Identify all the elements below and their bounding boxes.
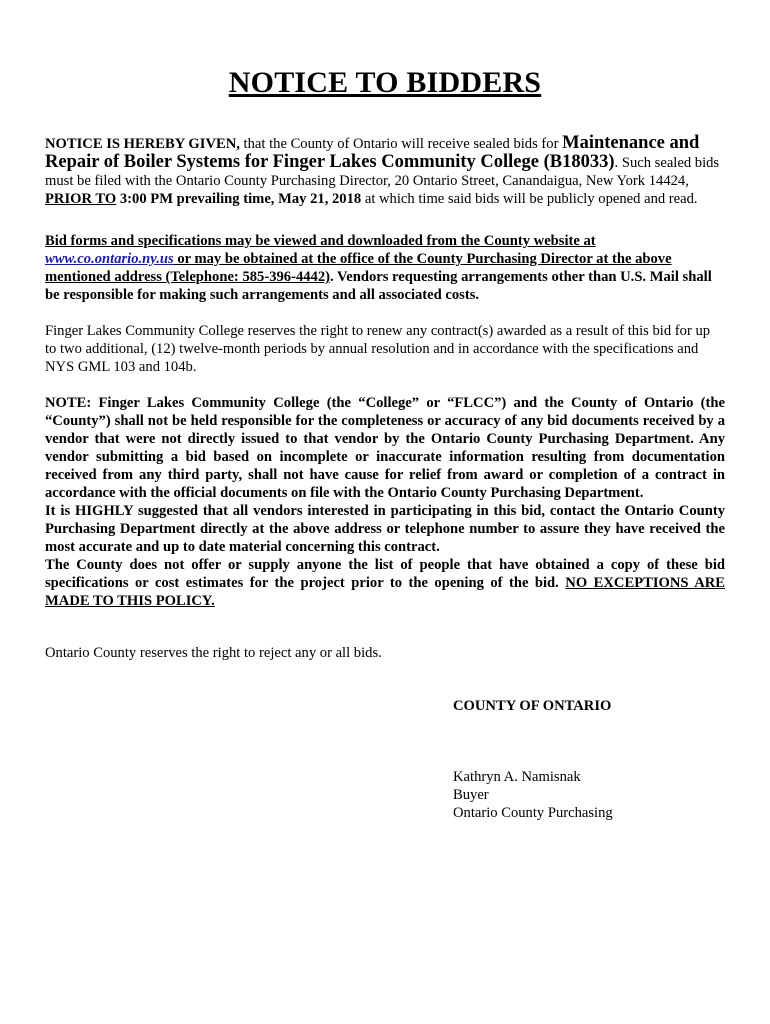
notice-paragraph <box>45 134 725 208</box>
reject-bids-paragraph: Ontario County reserves the right to reject any or all bids. <box>45 645 382 661</box>
notice-text-1: that the County of Ontario will receive sealed bids for <box>239 136 563 152</box>
renewal-paragraph: Finger Lakes Community College reserves the right to renew any contract(s) awarded as a result of this bid for up to two additional, (12) twelve-month periods by annual resolution and in accordance with the specifications and NYS GML 103 and 104b. <box>45 323 711 375</box>
signature-role: Buyer <box>453 787 489 803</box>
highly-suggested-text: It is HIGHLY suggested that all vendors interested in participating in this bid, contact the Ontario County Purchasing Department directly at the above address or telephone number to assure they have received the most accurate and up to date material concerning this contract. <box>45 503 725 555</box>
notice-text-3: at which time said bids will be publicly opened and read. <box>361 191 698 207</box>
note-paragraph <box>45 394 725 610</box>
notice-lead: NOTICE IS HEREBY GIVEN, <box>45 136 240 152</box>
project-title: Maintenance and Repair of Boiler Systems for Finger Lakes Community College (B18033) <box>45 133 700 172</box>
county-website-link[interactable]: www.co.ontario.ny.us <box>45 251 174 267</box>
signature-organization: COUNTY OF ONTARIO <box>453 698 612 714</box>
prior-to-label: PRIOR TO <box>45 191 117 207</box>
page-title: NOTICE TO BIDDERS <box>228 66 542 99</box>
bid-forms-text-1: Bid forms and specifications may be viewed and downloaded from the County website at <box>45 233 596 249</box>
bid-forms-text-3: . Vendors requesting arrangements other than U.S. Mail shall be responsible for making such arrangements and all associated costs. <box>45 269 712 303</box>
signature-name: Kathryn A. Namisnak <box>453 769 581 785</box>
bid-forms-paragraph <box>45 232 725 304</box>
county-list-text: The County does not offer or supply anyone the list of people that have obtained a copy of these bid specifications or cost estimates for the project prior to the opening of the bid. <box>45 557 725 591</box>
signature-department: Ontario County Purchasing <box>453 805 613 821</box>
bid-deadline: 3:00 PM prevailing time, May 21, 2018 <box>116 191 362 207</box>
bid-forms-text-2: or may be obtained at the office of the County Purchasing Director at the above mentioned address (Telephone: 585-396-4442) <box>45 251 672 285</box>
no-exceptions-text: NO EXCEPTIONS ARE MADE TO THIS POLICY. <box>45 575 726 609</box>
notice-text-2: . Such sealed bids must be filed with the Ontario County Purchasing Director, 20 Ontario Street, Canandaigua, New York 14424, <box>45 155 720 189</box>
note-text: NOTE: Finger Lakes Community College (the “College” or “FLCC”) and the County of Ontario (the “County”) shall not be held responsible for the completeness or accuracy of any bid documents received by a vendor that were not directly issued to that vendor by the Ontario County Purchasing Department. Any vendor submitting a bid based on incomplete or inaccurate information resulting from documentation received from any third party, shall not have cause for relief from award or completion of a contract in accordance with the official documents on file with the Ontario County Purchasing Department. <box>45 395 725 501</box>
